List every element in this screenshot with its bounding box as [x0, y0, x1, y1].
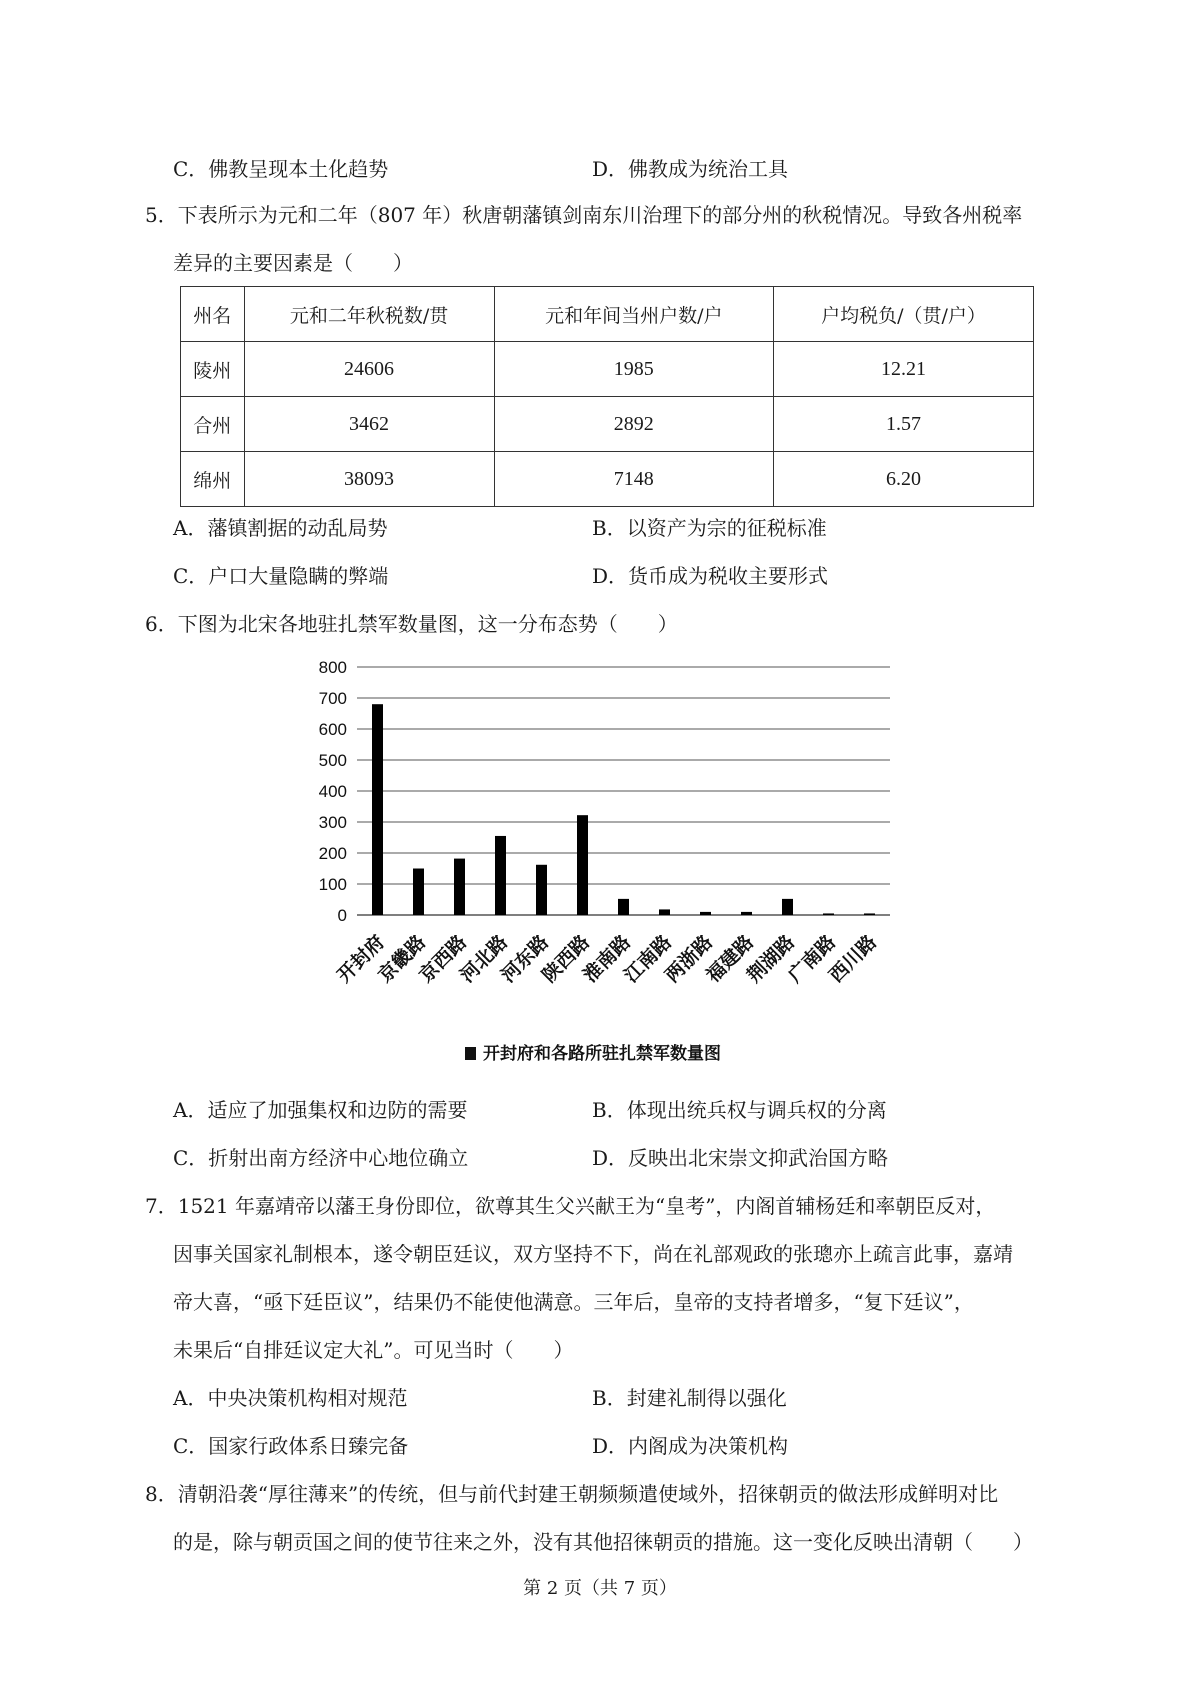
q7-stem-line4: 未果后“自排廷议定大礼”。可见当时（ ）	[173, 1338, 574, 1362]
chart-x-label: 开封府	[333, 930, 390, 987]
q7-stem-line1: 7．1521 年嘉靖帝以藩王身份即位，欲尊其生父兴献王为“皇考”，内阁首辅杨廷和率朝臣反对，	[145, 1194, 996, 1218]
table-cell: 1.57	[774, 397, 1034, 452]
table-row	[181, 452, 1034, 507]
chart-bar	[413, 869, 424, 916]
table-header-cell: 元和年间当州户数/户	[494, 287, 773, 342]
q7-option-c: C．国家行政体系日臻完备	[173, 1434, 409, 1458]
chart-x-label: 京西路	[415, 930, 472, 987]
chart-y-tick-label: 300	[318, 813, 347, 832]
chart-x-label: 福建路	[702, 930, 759, 987]
table-header-cell: 户均税负/（贯/户）	[774, 287, 1034, 342]
table-cell: 6.20	[774, 452, 1034, 507]
chart-bar	[536, 865, 547, 915]
q5-stem-line1: 5．下表所示为元和二年（807 年）秋唐朝藩镇剑南东川治理下的部分州的秋税情况。导致各州税率	[145, 203, 1023, 227]
chart-bar	[823, 913, 834, 915]
chart-x-label: 河北路	[456, 930, 513, 987]
q5-option-d: D．货币成为税收主要形式	[592, 564, 829, 588]
chart-bar	[454, 859, 465, 915]
table-cell: 24606	[244, 342, 494, 397]
q7-option-b: B．封建礼制得以强化	[592, 1386, 787, 1410]
chart-y-tick-label: 200	[318, 844, 347, 863]
q6-option-b: B．体现出统兵权与调兵权的分离	[592, 1098, 887, 1122]
chart-legend-label: 开封府和各路所驻扎禁军数量图	[483, 1044, 721, 1064]
q6-option-a: A．适应了加强集权和边防的需要	[173, 1098, 468, 1122]
chart-bar	[577, 815, 588, 915]
chart-y-ticks	[319, 658, 347, 925]
q5-stem-line2: 差异的主要因素是（ ）	[173, 251, 413, 275]
chart-y-tick-label: 400	[318, 782, 347, 801]
q5-option-b: B．以资产为宗的征税标准	[592, 516, 827, 540]
chart-bar	[700, 912, 711, 915]
chart-y-tick-label: 600	[318, 720, 347, 739]
chart-x-label: 江南路	[620, 930, 677, 987]
chart-bar	[659, 909, 670, 915]
q6-option-c: C．折射出南方经济中心地位确立	[173, 1146, 469, 1170]
chart-y-tick-label: 100	[318, 875, 347, 894]
legend-swatch	[465, 1047, 476, 1060]
q4-option-c: C．佛教呈现本土化趋势	[173, 157, 389, 181]
q7-stem-line2: 因事关国家礼制根本，遂令朝臣廷议，双方坚持不下，尚在礼部观政的张璁亦上疏言此事，嘉靖	[173, 1242, 1013, 1266]
chart-x-label: 广南路	[784, 930, 841, 987]
chart-bar	[372, 704, 383, 915]
chart-bar	[782, 899, 793, 915]
table-cell: 陵州	[181, 342, 245, 397]
table-cell: 3462	[244, 397, 494, 452]
table-cell: 38093	[244, 452, 494, 507]
q5-option-c: C．户口大量隐瞒的弊端	[173, 564, 389, 588]
table-cell: 2892	[494, 397, 773, 452]
table-row	[181, 342, 1034, 397]
table-header-cell: 州名	[181, 287, 245, 342]
chart-y-tick-label: 0	[337, 906, 347, 925]
q6-stem: 6．下图为北宋各地驻扎禁军数量图，这一分布态势（ ）	[145, 612, 678, 636]
chart-bar	[618, 899, 629, 915]
chart-bar	[864, 913, 875, 915]
chart-x-label: 两浙路	[661, 930, 718, 987]
q5-option-a: A．藩镇割据的动乱局势	[173, 516, 388, 540]
chart-x-label: 西川路	[825, 930, 882, 987]
q8-stem-line2: 的是，除与朝贡国之间的使节往来之外，没有其他招徕朝贡的措施。这一变化反映出清朝（ ）	[173, 1530, 1033, 1554]
table-header-cell: 元和二年秋税数/贯	[244, 287, 494, 342]
q7-option-a: A．中央决策机构相对规范	[173, 1386, 408, 1410]
q4-option-d: D．佛教成为统治工具	[592, 157, 789, 181]
chart-bar	[495, 836, 506, 915]
chart-x-label: 河东路	[497, 930, 554, 987]
chart-bars	[372, 704, 875, 915]
table-header-row	[181, 287, 1034, 342]
q7-stem-line3: 帝大喜，“亟下廷臣议”，结果仍不能使他满意。三年后，皇帝的支持者增多，“复下廷议”，	[173, 1290, 974, 1314]
chart-x-label: 陕西路	[538, 930, 595, 987]
table-cell: 12.21	[774, 342, 1034, 397]
page-number-footer: 第 2 页（共 7 页）	[523, 1578, 677, 1599]
table-cell: 7148	[494, 452, 773, 507]
chart-bar	[741, 912, 752, 915]
chart-y-tick-label: 700	[318, 689, 347, 708]
q8-stem-line1: 8．清朝沿袭“厚往薄来”的传统，但与前代封建王朝频频遣使域外，招徕朝贡的做法形成鲜明对比	[145, 1482, 999, 1506]
table-cell: 1985	[494, 342, 773, 397]
chart-x-labels	[332, 930, 881, 987]
chart-y-tick-label: 800	[318, 658, 347, 677]
chart-x-label: 荆湖路	[743, 930, 800, 987]
chart-x-label: 淮南路	[579, 930, 636, 987]
table-cell: 合州	[181, 397, 245, 452]
table-row	[181, 397, 1034, 452]
q5-tax-table	[180, 286, 1034, 507]
garrison-bar-chart	[300, 650, 920, 1080]
q7-option-d: D．内阁成为决策机构	[592, 1434, 789, 1458]
chart-x-label: 京畿路	[374, 930, 431, 987]
table-cell: 绵州	[181, 452, 245, 507]
chart-gridlines	[357, 667, 890, 915]
q6-option-d: D．反映出北宋崇文抑武治国方略	[592, 1146, 889, 1170]
chart-y-tick-label: 500	[318, 751, 347, 770]
